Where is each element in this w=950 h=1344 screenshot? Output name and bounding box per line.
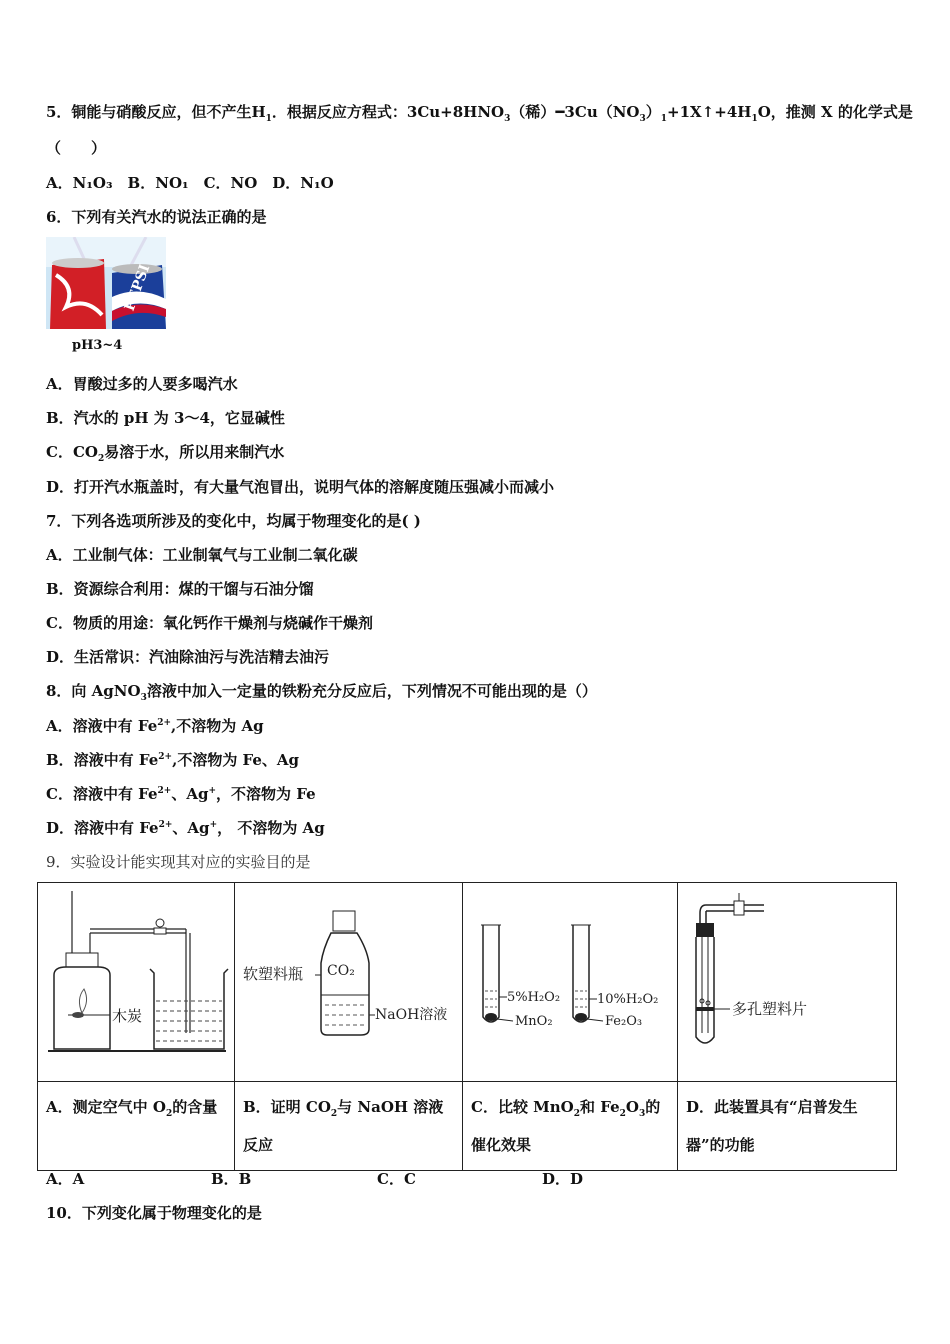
figure-c-label-mno2: MnO₂ bbox=[515, 1014, 553, 1029]
q6-option-b: B．汽水的 pH 为 3～4，它显碱性 bbox=[46, 409, 285, 427]
q5-text-5: +1X↑+4H bbox=[667, 103, 752, 121]
q8-d-text-2: 、Ag bbox=[172, 819, 210, 837]
q6-option-a: A．胃酸过多的人要多喝汽水 bbox=[46, 375, 238, 393]
q8-b-text-2: ,不溶物为 Fe、Ag bbox=[172, 751, 300, 769]
figure-b-apparatus bbox=[235, 883, 461, 1077]
cell-c-text bbox=[463, 1082, 678, 1171]
q8-stem bbox=[46, 681, 597, 701]
q6-c-text-2: 易溶于水，所以用来制汽水 bbox=[104, 443, 285, 461]
cell-c-text-2: 和 Fe bbox=[580, 1098, 620, 1116]
q8-a-text-2: ,不溶物为 Ag bbox=[171, 717, 264, 735]
figure-a-apparatus bbox=[38, 883, 233, 1077]
q7-option-d: D．生活常识：汽油除油污与洗洁精去油污 bbox=[46, 648, 330, 666]
q8-d-text-3: ， 不溶物为 Ag bbox=[217, 819, 325, 837]
q8-option-d bbox=[46, 818, 325, 838]
q6-option-d: D．打开汽水瓶盖时，有大量气泡冒出，说明气体的溶解度随压强减小而减小 bbox=[46, 478, 555, 496]
q9-stem: 9．实验设计能实现其对应的实验目的是 bbox=[46, 853, 311, 871]
q7-stem: 7．下列各选项所涉及的变化中，均属于物理变化的是( ) bbox=[46, 512, 421, 530]
cell-c-sub-2: 2 bbox=[619, 1109, 626, 1119]
image-caption: pH3~4 bbox=[72, 338, 123, 353]
q5-sub-2: 3 bbox=[504, 114, 511, 124]
soda-cans-image bbox=[46, 237, 166, 329]
q8-b-text-1: B．溶液中有 Fe bbox=[46, 751, 159, 769]
q5-text-2: ．根据反应方程式：3Cu+8HNO bbox=[271, 103, 505, 121]
q7-option-a: A．工业制气体：工业制氧气与工业制二氧化碳 bbox=[46, 546, 358, 564]
cell-b-text-1: B．证明 CO bbox=[243, 1098, 331, 1116]
q6-c-text-1: C．CO bbox=[46, 443, 98, 461]
figure-a-label: 木炭 bbox=[112, 1007, 143, 1025]
q8-option-b bbox=[46, 750, 299, 770]
q8-b-sup: 2+ bbox=[158, 752, 173, 762]
q5-paren: （ ） bbox=[46, 139, 107, 157]
cell-b-text-2: 与 NaOH 溶液反应 bbox=[243, 1098, 444, 1154]
q6-stem: 6．下列有关汽水的说法正确的是 bbox=[46, 208, 267, 226]
q8-c-sup-1: 2+ bbox=[157, 786, 172, 796]
q9-option-d: D．D bbox=[542, 1170, 584, 1188]
figure-d-label: 多孔塑料片 bbox=[732, 1000, 808, 1018]
q5-text-6: O，推测 X 的化学式是 bbox=[757, 103, 913, 121]
q5-options: A．N₁O₃ B．NO₁ C．NO D．N₁O bbox=[46, 174, 334, 192]
q5-text-3: （稀）━3Cu（NO bbox=[510, 103, 640, 121]
q5-sub-5: 1 bbox=[751, 114, 758, 124]
figure-c-label-fe2o3: Fe₂O₃ bbox=[605, 1014, 643, 1029]
cell-a-sub: 2 bbox=[165, 1109, 173, 1119]
q9-option-c: C．C bbox=[377, 1170, 416, 1188]
figure-d-cell bbox=[678, 883, 897, 1082]
figure-b-label-co2: CO₂ bbox=[327, 963, 355, 979]
q5-sub-4: 1 bbox=[660, 114, 668, 124]
figure-c-apparatus bbox=[463, 883, 676, 1077]
q5-sub-1: 1 bbox=[265, 114, 272, 124]
cell-c-text-1: C．比较 MnO bbox=[471, 1098, 574, 1116]
q7-option-b: B．资源综合利用：煤的干馏与石油分馏 bbox=[46, 580, 314, 598]
figure-d-apparatus bbox=[678, 883, 895, 1077]
q7-option-c: C．物质的用途：氧化钙作干燥剂与烧碱作干燥剂 bbox=[46, 614, 373, 632]
q8-stem-text-2: 溶液中加入一定量的铁粉充分反应后，下列情况不可能出现的是（） bbox=[146, 682, 597, 700]
cell-c-sub-3: 3 bbox=[638, 1109, 646, 1119]
cell-b-text bbox=[235, 1082, 463, 1171]
q5-stem bbox=[46, 102, 913, 122]
figure-b-cell bbox=[235, 883, 463, 1082]
q8-c-text-1: C．溶液中有 Fe bbox=[46, 785, 158, 803]
q9-option-b: B．B bbox=[211, 1170, 252, 1188]
figure-c-label-5pct: 5%H₂O₂ bbox=[507, 990, 561, 1005]
q8-option-c bbox=[46, 784, 316, 804]
q8-stem-sub: 3 bbox=[140, 693, 147, 703]
q8-a-text-1: A．溶液中有 Fe bbox=[46, 717, 158, 735]
q5-text-1: 5．铜能与硝酸反应，但不产生H bbox=[46, 103, 266, 121]
figure-a-cell bbox=[38, 883, 235, 1082]
q8-d-sup-1: 2+ bbox=[158, 820, 173, 830]
cell-b-sub: 2 bbox=[330, 1109, 338, 1119]
q8-c-sup-2: + bbox=[208, 786, 217, 796]
q8-d-text-1: D．溶液中有 Fe bbox=[46, 819, 159, 837]
cell-a-text-2: 的含量 bbox=[172, 1098, 218, 1116]
q8-d-sup-2: + bbox=[209, 820, 218, 830]
experiment-table bbox=[37, 882, 897, 1171]
q6-option-c bbox=[46, 442, 284, 462]
svg-text:PEPSI: PEPSI bbox=[121, 262, 154, 314]
cell-c-text-3: O bbox=[625, 1098, 639, 1116]
figure-c-label-10pct: 10%H₂O₂ bbox=[597, 992, 659, 1007]
q6-c-sub: 2 bbox=[97, 454, 105, 464]
figure-c-cell bbox=[463, 883, 678, 1082]
q5-sub-3: 3 bbox=[639, 114, 646, 124]
q5-text-4: ） bbox=[645, 103, 661, 121]
q8-c-text-3: ，不溶物为 Fe bbox=[216, 785, 316, 803]
q8-option-a bbox=[46, 716, 264, 736]
q8-c-text-2: 、Ag bbox=[171, 785, 209, 803]
q9-option-a: A．A bbox=[46, 1170, 85, 1188]
figure-b-label-bottle: 软塑料瓶 bbox=[243, 965, 304, 983]
figure-b-label-naoh: NaOH溶液 bbox=[375, 1007, 448, 1023]
q8-a-sup: 2+ bbox=[157, 718, 172, 728]
cell-c-text-4: 的催化效果 bbox=[471, 1098, 661, 1154]
cell-a-text-1: A．测定空气中 O bbox=[46, 1098, 166, 1116]
cell-a-text bbox=[38, 1082, 235, 1171]
cell-d-text: D．此装置具有“启普发生器”的功能 bbox=[678, 1082, 897, 1171]
q10-stem: 10．下列变化属于物理变化的是 bbox=[46, 1204, 262, 1222]
q8-stem-text-1: 8．向 AgNO bbox=[46, 682, 141, 700]
cell-c-sub-1: 2 bbox=[573, 1109, 581, 1119]
